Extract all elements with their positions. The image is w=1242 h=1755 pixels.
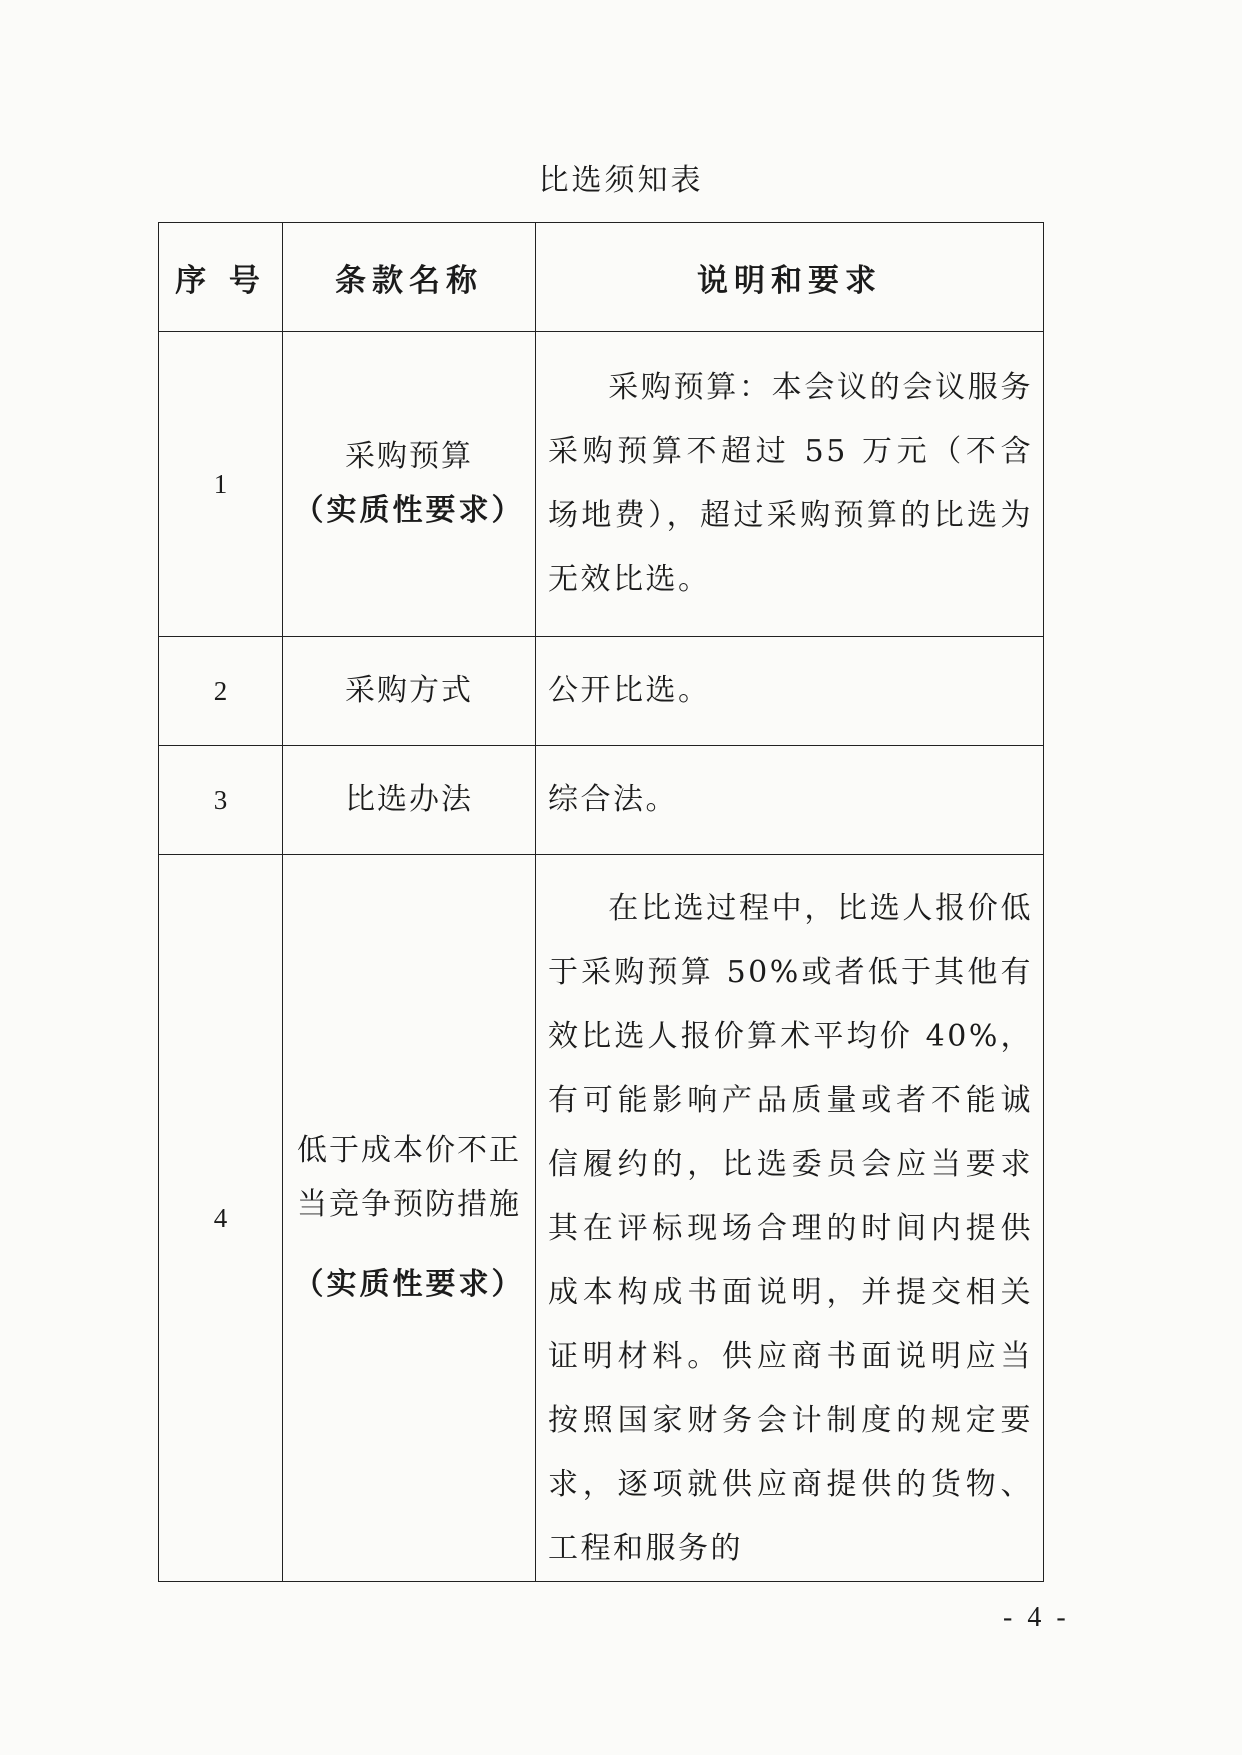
clause-name-sub: （实质性要求）	[293, 1267, 525, 1302]
row-number: 4	[159, 855, 283, 1582]
header-description: 说明和要求	[536, 223, 1044, 332]
clause-name: 比选办法	[283, 746, 536, 855]
clause-name-main: 采购预算	[345, 439, 473, 474]
table-row	[159, 855, 1044, 1582]
clause-name	[283, 855, 536, 1582]
clause-description: 公开比选。	[536, 637, 1044, 746]
clause-name-main: 低于成本价不正当竞争预防措施	[297, 1133, 521, 1222]
clause-name-sub: （实质性要求）	[293, 493, 525, 528]
notice-table	[158, 222, 1044, 1582]
table-row	[159, 332, 1044, 637]
description-text: 采购预算：本会议的会议服务采购预算不超过 55 万元（不含场地费），超过采购预算的比选为无效比选。	[548, 370, 1033, 597]
header-clause-name: 条款名称	[283, 223, 536, 332]
clause-description	[536, 332, 1044, 637]
clause-name	[283, 332, 536, 637]
row-number: 1	[159, 332, 283, 637]
clause-description	[536, 855, 1044, 1582]
table-row	[159, 746, 1044, 855]
clause-description: 综合法。	[536, 746, 1044, 855]
row-number: 3	[159, 746, 283, 855]
header-serial: 序 号	[159, 223, 283, 332]
clause-name: 采购方式	[283, 637, 536, 746]
page-number: - 4 -	[1003, 1602, 1070, 1633]
table-header-row	[159, 223, 1044, 332]
description-text: 在比选过程中，比选人报价低于采购预算 50%或者低于其他有效比选人报价算术平均价 40%，有可能影响产品质量或者不能诚信履约的，比选委员会应当要求其在评标现场合理的时间内提供成本构成书面说明，并提交相关证明材料。供应商书面说明应当按照国家财务会计制度的规定要求，逐项就供应商提供的货物、工程和服务的	[548, 891, 1033, 1566]
table-row	[159, 637, 1044, 746]
document-title: 比选须知表	[538, 163, 704, 198]
row-number: 2	[159, 637, 283, 746]
